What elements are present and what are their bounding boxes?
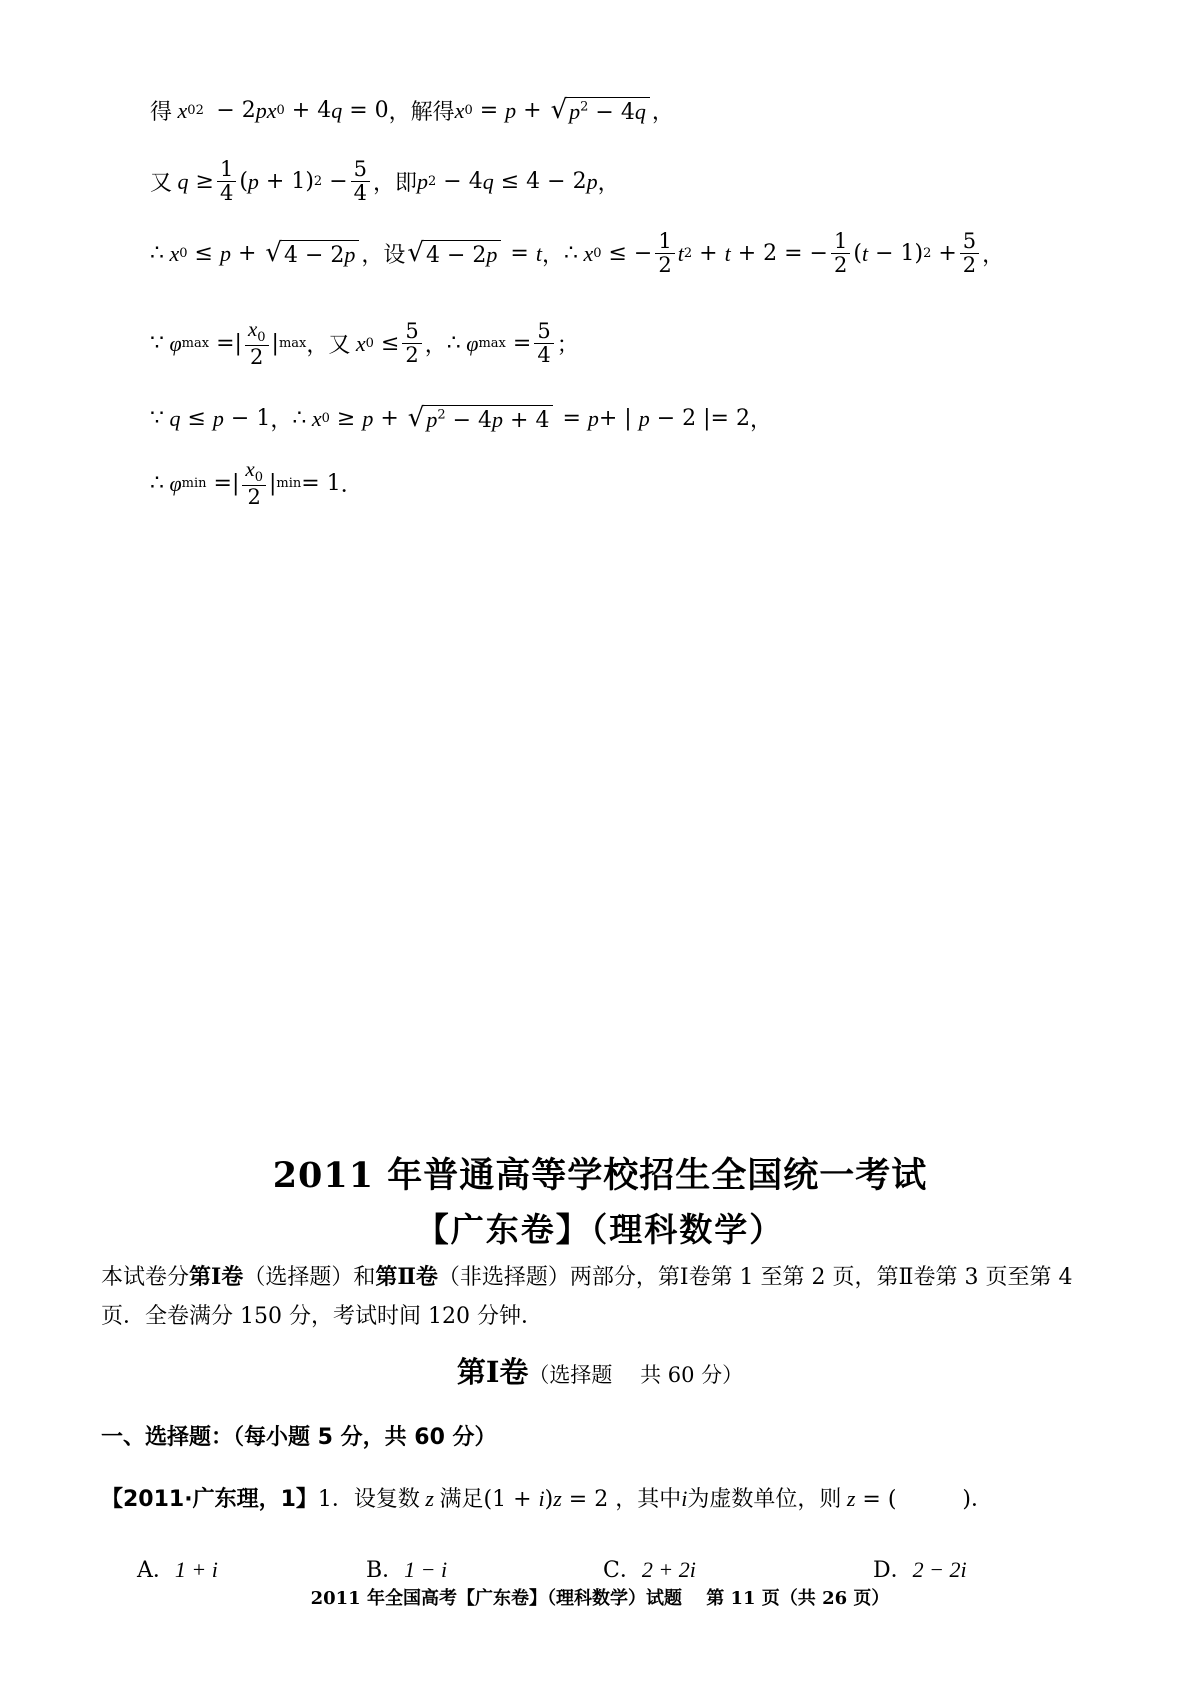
solution-line-1: 得 x 0 2 − 2 px 0 + 4 q = 0 ，解得 x 0 = p + √ $p^2 - 4q$ ， (150, 94, 674, 125)
option-b[interactable]: B．1 − i (366, 1557, 448, 1583)
exam-subtitle: 【广东卷】（理科数学） (415, 1210, 785, 1249)
solution-line-6: ∴ φ min =| $\frac{x_0}{2}$ | min = 1 ． (150, 457, 363, 510)
question-1-options (0, 1553, 1200, 1583)
question-1: 【2011·广东理，1】1．设复数 z 满足(1 + i)z = 2 ，其中i为虚数单位，则 z = ( )． (101, 1486, 994, 1512)
option-d[interactable]: D．2 − 2i (873, 1557, 967, 1583)
part-one-heading: 第Ⅰ卷（选择题 共 60 分） (456, 1355, 744, 1389)
page-footer: 2011 年全国高考【广东卷】（理科数学）试题 第 11 页（共 26 页） (310, 1588, 890, 1609)
solution-line-5: ∵ q ≤ p − 1 ， ∴ x 0 ≥ p + √ $p^2 - 4p + 4$ = p + | p − 2 |= 2 ， (150, 402, 772, 433)
solution-line-2: 又 q ≥ $\frac{1}{4}$ ( p + 1) 2 − $\frac{5}{4}$ ，即 p 2 − 4 q ≤ 4 − 2 p ， (150, 157, 620, 206)
solution-line-3: ∴ x 0 ≤ p + √ 4 − 2p ，设 √ 4 − 2p = t ， ∴ x 0 ≤ − $\frac{1}{2}$ t 2 + t + 2 = − $\frac{1}{2}$ ( t − 1) 2 + $\frac{5}{2}$ ， (150, 229, 1005, 278)
option-c[interactable]: C．2 + 2i (603, 1557, 696, 1583)
exam-instructions: 本试卷分第Ⅰ卷（选择题）和第Ⅱ卷（非选择题）两部分，第Ⅰ卷第 1 至第 2 页，第Ⅱ卷第 3 页至第 4 页．全卷满分 150 分，考试时间 120 分钟． (101, 1264, 1073, 1329)
section-heading: 一、选择题：（每小题 5 分，共 60 分） (101, 1425, 497, 1450)
option-a[interactable]: A．1 + i (137, 1557, 218, 1583)
solution-line-4: ∵ φ max =| $\frac{x_0}{2}$ | max ，又 x 0 ≤ $\frac{5}{2}$ ， ∴ φ max = $\frac{5}{4}$ ； (150, 317, 579, 370)
exam-title: 2011 年普通高等学校招生全国统一考试 (272, 1155, 928, 1196)
